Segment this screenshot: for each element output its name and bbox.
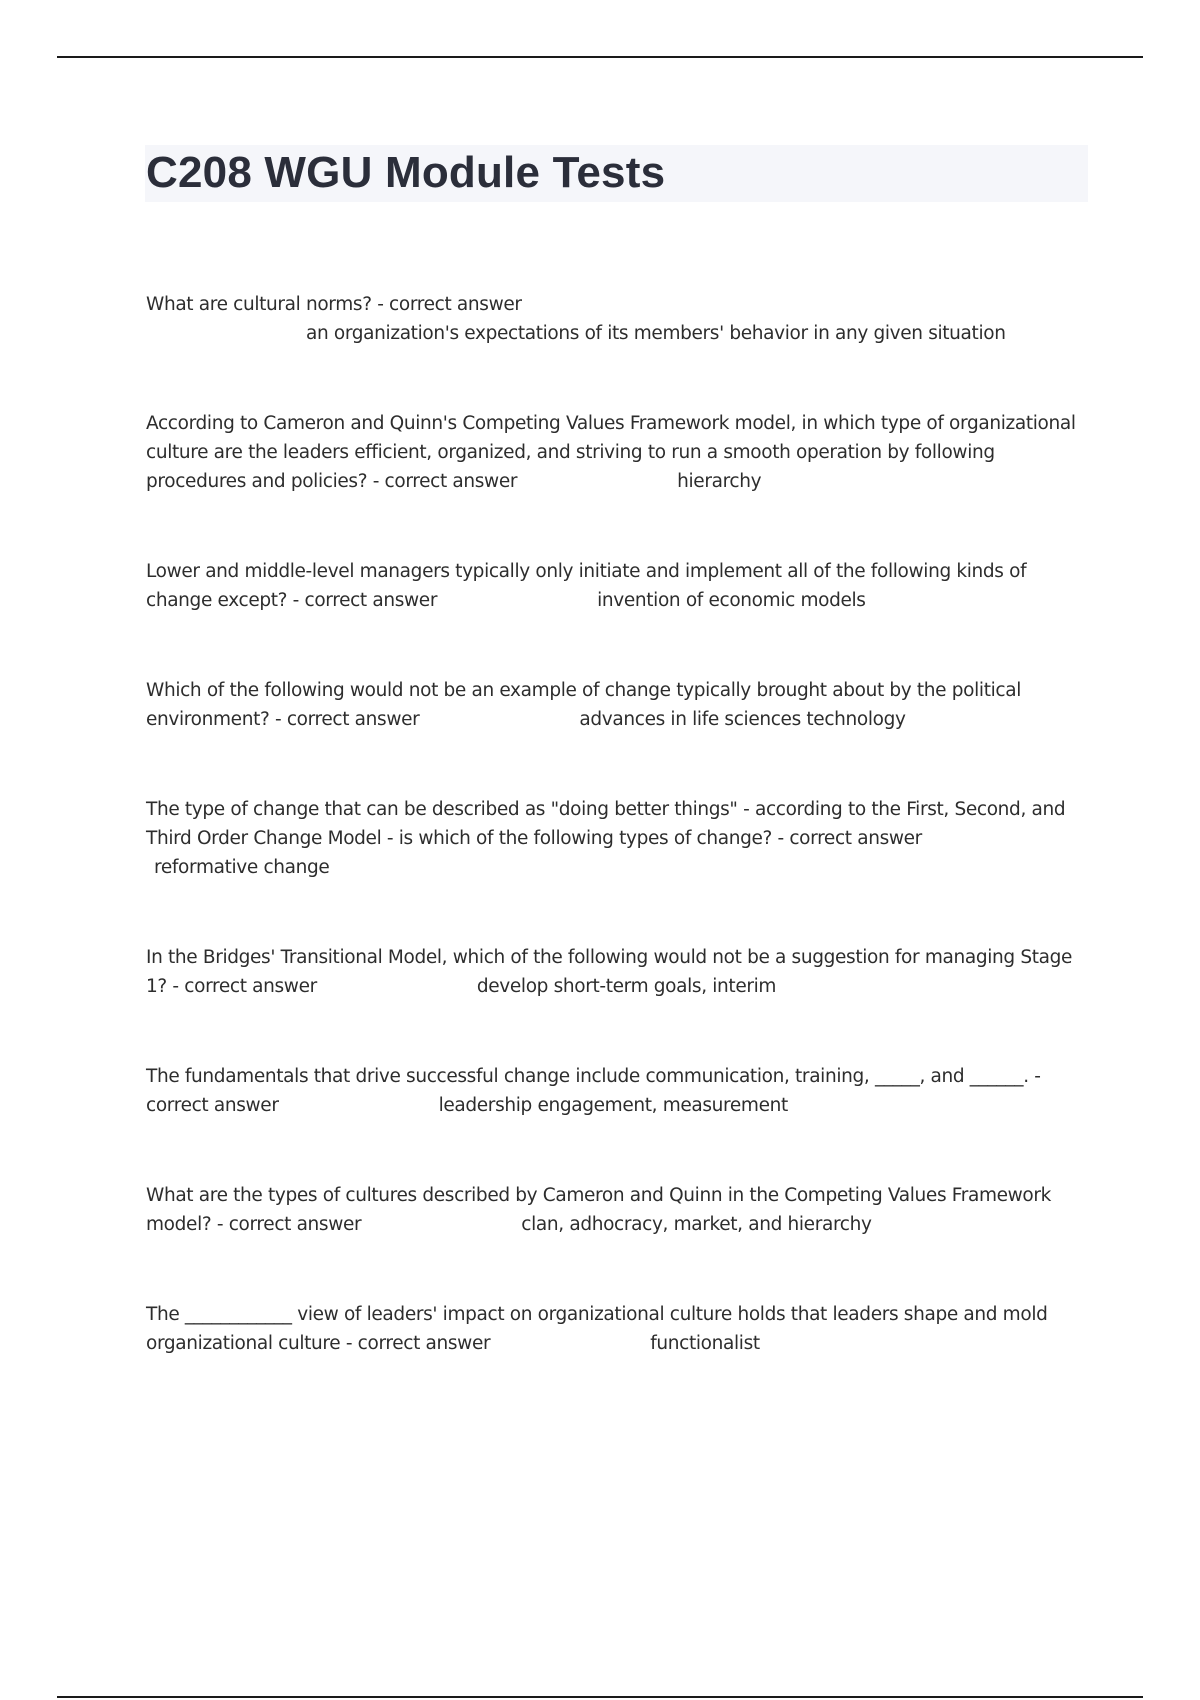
qa-item [146, 1181, 1086, 1239]
qa-item [146, 795, 1086, 882]
question-text: What are cultural norms? - correct answer [146, 294, 522, 315]
qa-item [146, 557, 1086, 615]
answer-text: clan, adhocracy, market, and hierarchy [521, 1214, 872, 1235]
answer-text: reformative change [154, 857, 330, 878]
qa-item [146, 290, 1086, 348]
question-text: Lower and middle-level managers typically only initiate and implement all of the following kinds of change except? - correct answer [146, 561, 1027, 611]
bottom-divider [57, 1696, 1143, 1698]
qa-item [146, 1300, 1086, 1358]
answer-text: advances in life sciences technology [579, 709, 906, 730]
question-text: According to Cameron and Quinn's Competing Values Framework model, in which type of organizational culture are the leaders efficient, organized, and striving to run a smooth operation by following procedures and policies? - correct answer [146, 413, 1076, 492]
qa-list [146, 290, 1086, 1377]
question-text: The ____________ view of leaders' impact on organizational culture holds that leaders shape and mold organizational culture - correct answer [146, 1304, 1048, 1354]
qa-item [146, 676, 1086, 734]
question-text: In the Bridges' Transitional Model, which of the following would not be a suggestion for managing Stage 1? - correct answer [146, 947, 1073, 997]
question-text: What are the types of cultures described by Cameron and Quinn in the Competing Values Framework model? - correct answer [146, 1185, 1052, 1235]
answer-text: hierarchy [677, 471, 762, 492]
answer-text: develop short-term goals, interim [476, 976, 777, 997]
qa-item [146, 409, 1086, 496]
top-divider [57, 56, 1143, 58]
document-title: C208 WGU Module Tests [146, 148, 666, 197]
answer-text: invention of economic models [597, 590, 866, 611]
question-text: The type of change that can be described as "doing better things" - according to the First, Second, and Third Order Change Model - is which of the following types of change? - correct answer [146, 799, 1066, 849]
answer-text: functionalist [650, 1333, 760, 1354]
answer-text: an organization's expectations of its members' behavior in any given situation [306, 323, 1006, 344]
qa-item [146, 943, 1086, 1001]
question-text: Which of the following would not be an example of change typically brought about by the political environment? - correct answer [146, 680, 1021, 730]
answer-text: leadership engagement, measurement [438, 1095, 788, 1116]
qa-item [146, 1062, 1086, 1120]
question-text: The fundamentals that drive successful change include communication, training, _____, and ______. - correct answer [146, 1066, 1041, 1116]
